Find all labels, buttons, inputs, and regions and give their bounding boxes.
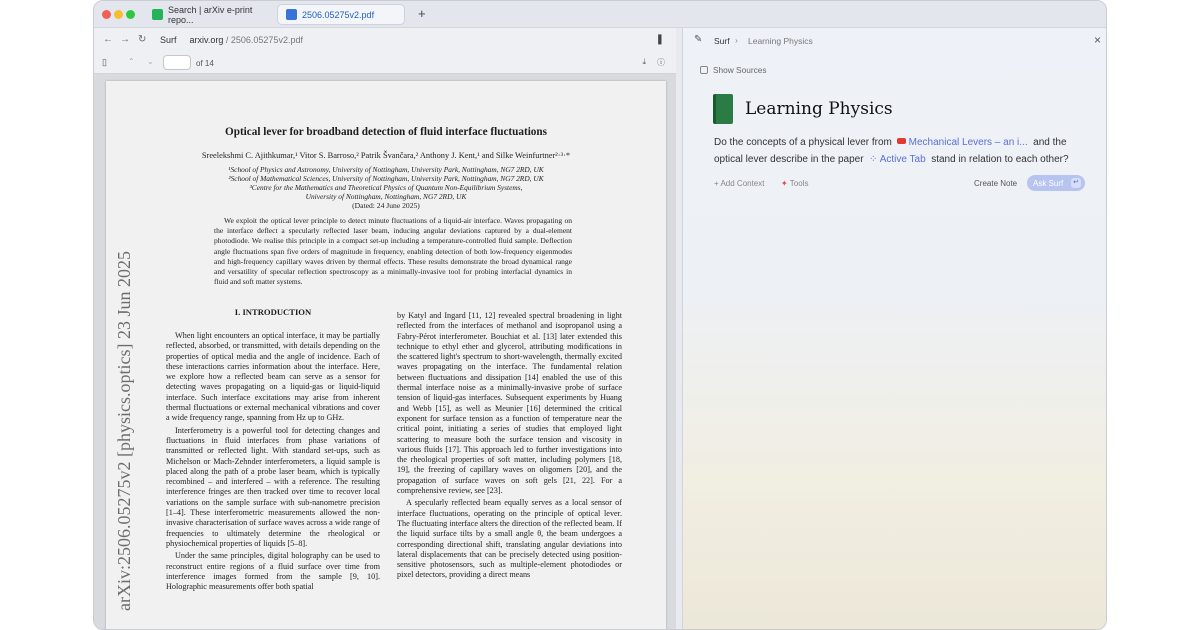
pdf-icon	[286, 9, 297, 20]
minimize-window-button[interactable]	[114, 10, 123, 19]
maximize-window-button[interactable]	[126, 10, 135, 19]
tools-label: Tools	[789, 179, 809, 188]
paragraph: A specularly reflected beam equally serves as a local sensor of interface fluctuations, operating on the principle of optical lever. The fluctuating interface alters the direction of the reflected beam. If the liquid surface tilts by a small angle θ, the beam undergoes a corresponding directional shift, translating angular deviations into lateral displacements that can be precisely detected using position-sensitive photosensors, such as multiple-element photodiodes or pixel detectors, providing a direct means	[397, 498, 622, 580]
enter-key-icon: ↵	[1071, 178, 1081, 188]
paper-title: Optical lever for broadband detection of fluid interface fluctuations	[225, 126, 547, 138]
page-total: of 14	[196, 59, 214, 68]
active-tab-chip[interactable]: ⁘ Active Tab	[869, 154, 926, 165]
paragraph: Interferometry is a powerful tool for detecting changes and fluctuations in fluid interfaces from phase variations of transmitted or reflected light. With standard set-ups, such as Michelson or Mach-Zehnder interferometers, a liquid sample is placed along the path of a probe laser beam, which is typically recombined – and interfered – with a reference. The resulting interference fringes are then tracked over time to recover local variations on the sample surface with sub-nanometre precision [1–4]. These interferometric measurements allowed the non-invasive characterisation of surface waves across a wide range of frequencies to ultimately determine the rheological or physiochemical properties of liquids [5–8].	[166, 425, 380, 548]
close-icon[interactable]: ×	[1093, 33, 1101, 47]
right-column	[397, 311, 622, 583]
info-icon[interactable]: ⓘ	[657, 58, 665, 67]
notebook-icon	[713, 94, 733, 124]
ask-surf-label: Ask Surf	[1033, 179, 1064, 188]
add-context-button[interactable]: + Add Context	[714, 179, 765, 188]
arxiv-icon	[152, 9, 163, 20]
surf-header	[683, 28, 1107, 52]
paper-authors: Sreelekshmi C. Ajithkumar,¹ Vitor S. Barroso,² Patrik Švančara,² Anthony J. Kent,¹ and Silke Weinfurtner²·³·*	[201, 151, 571, 160]
tools-button[interactable]	[781, 179, 808, 188]
sources-icon	[700, 66, 708, 74]
pdf-toolbar	[94, 52, 676, 74]
back-icon[interactable]: ←	[103, 34, 113, 45]
address-bar[interactable]	[94, 28, 676, 52]
new-tab-icon[interactable]: +	[418, 6, 426, 21]
tab-pdf[interactable]	[277, 4, 405, 25]
breadcrumb-root[interactable]: Surf	[714, 36, 730, 46]
paragraph: Under the same principles, digital holography can be used to reconstruct entire regions of a fluid surface over time from interference images formed from the sample [9, 10]. Holographic measurements offer both spatial	[166, 551, 380, 592]
paragraph: by Katyl and Ingard [11, 12] revealed spectral broadening in light reflected from the interfaces of methanol and isopropanol using a Fabry-Pérot interferometer. Bouchiat et al. [13] later extended this technique to ethyl ether and glycerol, attributing modifications in the scattered light's spectrum to short-wavelength, thermally excited waves propagating on the interface. The fundamental relation between fluctuations and dissipation [14] enabled the use of this thermal interface noise as a minimally-invasive probe of surface tension of liquid-gas interfaces. Subsequent experiments by Huang and Webb [15], as well as Meunier [16] determined the critical exponent for surface tension as a function of temperature near the critical point, initiating a series of studies that employed light scattering to measure both the surface tension and viscosity in various fluids [17]. This approach led to further investigations into the rheological properties of soft matter, including polymers [18, 19], the freezing of capillary waves on oligomers [20], and the propagation of surface waves on soft gels [21, 22]. For a comprehensive review, see [23].	[397, 311, 622, 496]
sidebar-toggle-icon[interactable]: ▯	[102, 57, 107, 67]
pdf-pane	[94, 28, 676, 630]
url-text[interactable]	[160, 35, 303, 45]
question-text[interactable]	[714, 134, 1094, 168]
url-app: Surf	[160, 35, 177, 45]
sparkle-icon: ✦	[781, 179, 788, 188]
bookmark-icon[interactable]: ❚	[655, 34, 664, 45]
prev-page-icon[interactable]: ⌃	[128, 57, 135, 66]
tab-bar	[94, 1, 1107, 28]
affiliation-4: University of Nottingham, Nottingham, NG7 2RD, UK	[305, 192, 467, 201]
affiliation-2: ²School of Mathematical Sciences, University of Nottingham, University Park, Nottingham, NG7 2RD, UK	[228, 174, 544, 183]
chip-label: Mechanical Levers – an i...	[908, 137, 1028, 148]
download-icon[interactable]: ⤓	[642, 57, 646, 66]
breadcrumb-current[interactable]: Learning Physics	[748, 36, 813, 46]
tab-label: 2506.05275v2.pdf	[302, 9, 375, 20]
youtube-context-chip[interactable]	[895, 137, 1028, 148]
tab-label: Search | arXiv e-print repo...	[168, 4, 253, 25]
ask-surf-button[interactable]	[1027, 175, 1085, 191]
browser-window	[93, 0, 1107, 630]
url-host: arxiv.org	[189, 35, 224, 45]
show-sources-label: Show Sources	[713, 65, 767, 75]
affiliation-1: ¹School of Physics and Astronomy, University of Nottingham, University Park, Nottingham, NG7 2RD, UK	[228, 165, 544, 174]
paper-date: (Dated: 24 June 2025)	[352, 201, 420, 210]
question-part: Do the concepts of a physical lever from	[714, 137, 892, 148]
affiliation-3: ³Centre for the Mathematics and Theoretical Physics of Quantum Non-Equilibrium Systems,	[249, 183, 523, 192]
question-part: stand in relation to each other?	[931, 154, 1069, 165]
left-column	[166, 331, 380, 594]
next-page-icon[interactable]: ⌄	[147, 57, 154, 66]
reload-icon[interactable]: ↻	[138, 34, 147, 45]
pdf-page	[106, 81, 666, 630]
create-note-button[interactable]: Create Note	[974, 179, 1018, 188]
question-part: and the optical lever describe in the paper	[714, 137, 1067, 165]
note-title: Learning Physics	[745, 99, 893, 119]
youtube-icon	[897, 138, 906, 144]
composer-actions	[714, 175, 1086, 193]
section-heading: I. INTRODUCTION	[234, 307, 312, 317]
close-window-button[interactable]	[102, 10, 111, 19]
forward-icon[interactable]: →	[120, 34, 130, 45]
chip-label: Active Tab	[879, 154, 926, 165]
paragraph: When light encounters an optical interface, it may be partially reflected, absorbed, or transmitted, with details depending on the properties of optical media and the angle of incidence. Each of these interactions carries information about the interface. Here, we explore how a reflected beam can serve as a sensor for detecting waves propagating on a liquid-gas or liquid-liquid interface. Such interface excitations may arise from inherent thermal fluctuations or external mechanical vibrations and cover a wide frequency range, spanning from Hz up to GHz.	[166, 331, 380, 423]
paper-abstract: We exploit the optical lever principle to detect minute fluctuations of a liquid-air interface. Waves propagating on the interface deflect a specularly reflected laser beam, inducing angular deviations captured by a dual-element photodiode. We realise this principle in a compact set-up including a temperature-controlled fluid sample. Deflection angle fluctuations span five orders of magnitude in frequency, enabling detection of both low-frequency eigenmodes and high-frequency capillary waves driven by thermal effects. These results demonstrate the broad dynamical range and versatility of specular reflection spectroscopy as a minimally-invasive tool for probing interfacial dynamics in fluid and soft matter systems.	[214, 216, 572, 287]
tab-arxiv-search[interactable]	[144, 4, 272, 25]
surf-panel	[682, 28, 1107, 630]
page-number-input[interactable]	[163, 55, 191, 70]
url-path: / 2506.05275v2.pdf	[223, 35, 303, 45]
arxiv-side-id: arXiv:2506.05275v2 [physics.optics] 23 Jun 2025	[114, 251, 134, 611]
chevron-right-icon: ›	[735, 35, 738, 45]
edit-icon[interactable]: ✎	[694, 34, 703, 45]
show-sources-button[interactable]	[700, 65, 767, 75]
